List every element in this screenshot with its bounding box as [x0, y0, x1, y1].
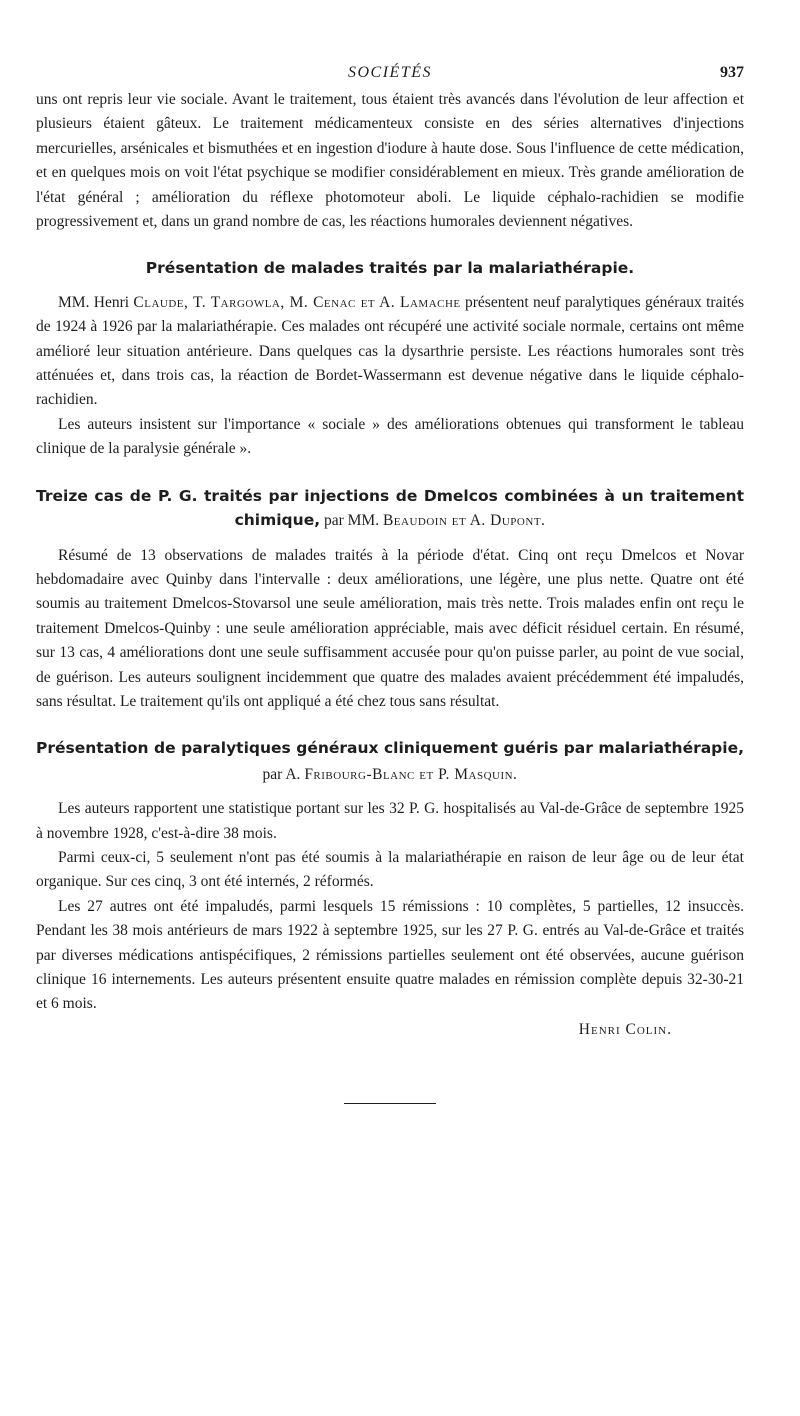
running-head: [36, 58, 744, 88]
section3-paragraph-1: Les auteurs rapportent une statistique portant sur les 32 P. G. hospitalisés au Val-de-Grâce de septembre 1925 à novembre 1928, c'est-à-dire 38 mois.: [36, 800, 744, 842]
section1-text: présentent neuf paralytiques généraux traités de 1924 à 1926 par la malariathérapie. Ces malades ont récupéré une activité sociale normale, certains ont même amélioré leur situation antérieure. Dans quelques cas la dysarthrie persiste. Les réactions humorales sont très atténuées et, dans trois cas, la réaction de Bordet-Wassermann est devenue négative dans le liquide céphalo-rachidien.: [36, 293, 744, 409]
section-heading-dmelcos: [36, 484, 744, 534]
section3-authors: Fribourg-Blanc et P. Masquin.: [304, 765, 518, 783]
section3-title: Présentation de paralytiques généraux cliniquement guéris par malariathérapie,: [36, 739, 744, 758]
author-signature: Henri Colin.: [578, 1020, 672, 1038]
section2-title: Treize cas de P. G. traités par injections de Dmelcos combinées à un traitement chimique,: [36, 486, 744, 530]
section1-paragraph: [36, 291, 744, 413]
section-heading-paralytiques: [36, 736, 744, 787]
section3-authors-prefix: par A.: [262, 765, 305, 783]
section2-authors: Beaudoin et A. Dupont.: [382, 512, 546, 530]
page-number: 937: [720, 64, 744, 81]
intro-paragraph: uns ont repris leur vie sociale. Avant le traitement, tous étaient très avancés dans l'évolution de leur affection et plusieurs étaient gâteux. Le traitement médicamenteux consiste en des séries alternatives d'injections mercurielles, arsénicales et bismuthées et en ingestion d'iodure à haute dose. Sous l'influence de cette médication, et en quelques mois on voit l'état psychique se modifier considérablement en mieux. Très grande amélioration de l'état général ; amélioration du réflexe photomoteur aboli. Le liquide céphalo-rachidien se modifie progressivement et, dans un grand nombre de cas, les réactions humorales deviennent négatives.: [36, 91, 744, 231]
section-heading-malariatherapie: Présentation de malades traités par la malariathérapie.: [145, 259, 635, 278]
section1-paragraph-2: Les auteurs insistent sur l'importance « sociale » des améliorations obtenues qui transforment le tableau clinique de la paralysie générale ».: [36, 415, 744, 458]
section2-authors-prefix: par MM.: [320, 512, 383, 530]
section2-paragraph: Résumé de 13 observations de malades traités à la période d'état. Cinq ont reçu Dmelcos et Novar hebdomadaire avec Quinby dans l'intervalle : deux améliorations, une légère, une plus nette. Quatre ont été soumis au traitement Dmelcos-Stovarsol une seule amélioration, mais très nette. Trois malades enfin ont reçu le traitement Dmelcos-Quinby : une seule amélioration appréciable, mais avec déficit résiduel certain. En résumé, sur 13 cas, 4 améliorations dont une seule suffisamment accusée pour qu'on puisse parler, au point de vue social, de guérison. Les auteurs soulignent incidemment que quatre des malades avaient précédemment été impaludés, sans résultat. Le traitement qu'ils ont appliqué a été chez tous sans résultat.: [36, 546, 744, 710]
section3-paragraph-3: Les 27 autres ont été impaludés, parmi lesquels 15 rémissions : 10 complètes, 5 partielles, 12 insuccès. Pendant les 38 mois antérieurs de mars 1922 à septembre 1925, sur les 27 P. G. entrés au Val-de-Grâce et traités par diverses médications antispécifiques, 2 rémissions partielles seulement ont été observées, aucune guérison clinique 16 internements. Les auteurs présentent ensuite quatre malades en rémission complète depuis 32-30-21 et 6 mois.: [36, 897, 744, 1013]
section3-paragraph-2: Parmi ceux-ci, 5 seulement n'ont pas été soumis à la malariathérapie en raison de leur âge ou de leur état organique. Sur ces cinq, 3 ont été internés, 2 réformés.: [36, 848, 744, 891]
section1-authors: Claude, T. Targowla, M. Cenac et A. Lamache: [133, 293, 461, 311]
end-rule: [344, 1103, 436, 1104]
section1-prefix: MM. Henri: [58, 293, 134, 311]
running-title: SOCIÉTÉS: [348, 64, 432, 81]
journal-page: [36, 58, 744, 1104]
